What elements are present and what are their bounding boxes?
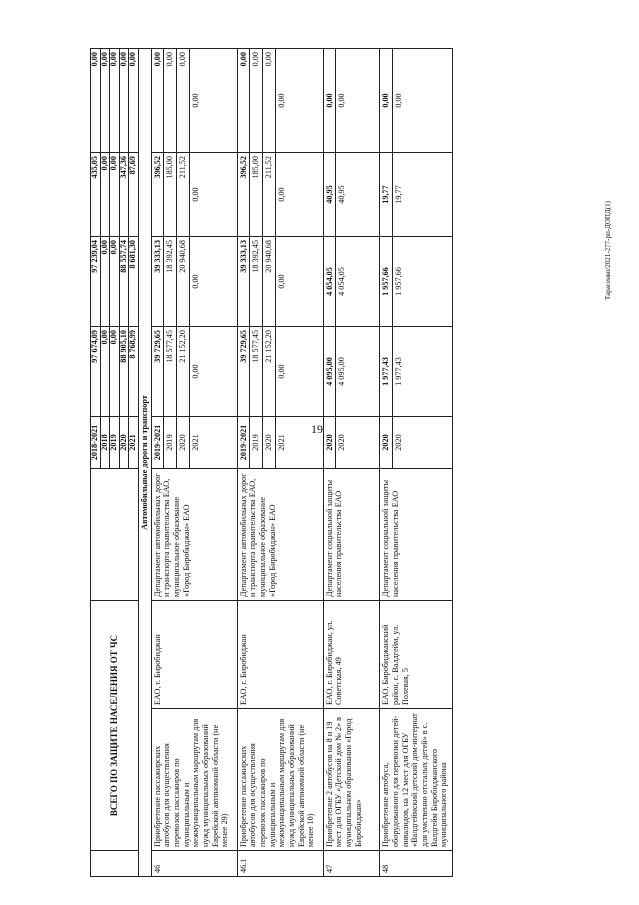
total-value: 97 239,04 <box>91 237 101 327</box>
item-year: 2019 <box>250 417 263 469</box>
item-year: 2021 <box>275 417 323 469</box>
total-value: 88 905,10 <box>119 327 129 417</box>
total-row <box>91 49 101 877</box>
total-value: 0,00 <box>129 49 139 153</box>
item-value: 39 333,13 <box>237 237 250 327</box>
total-value: 97 674,09 <box>91 327 101 417</box>
item-year: 2020 <box>323 417 336 469</box>
item-value: 0,00 <box>189 49 237 153</box>
item-value: 0,00 <box>189 153 237 237</box>
item-value: 0,00 <box>323 49 336 153</box>
item-year: 2021 <box>189 417 237 469</box>
item-value: 185,00 <box>250 153 263 237</box>
table-row <box>237 49 250 877</box>
item-year: 2020 <box>336 417 380 469</box>
item-value: 19,77 <box>380 153 393 237</box>
total-value: 0,00 <box>110 237 120 327</box>
total-value: 8 768,99 <box>129 327 139 417</box>
item-value: 20 940,68 <box>263 237 276 327</box>
item-value: 1 957,66 <box>393 237 453 327</box>
item-value: 0,00 <box>275 237 323 327</box>
item-year: 2019 <box>164 417 177 469</box>
item-value: 1 977,43 <box>380 327 393 417</box>
rotated-table-page <box>90 49 605 877</box>
total-value: 347,36 <box>119 153 129 237</box>
item-name: Приобретение автобуса, оборудованного для перевозки детей-инвалидов, на 12 мест для ОГБУ «Валдгеймский детский дом-интернат для умственно отсталых детей» в с. Валдгейм Биробиджанского муниципального района <box>380 709 453 851</box>
item-value: 0,00 <box>275 49 323 153</box>
item-value: 18 577,45 <box>250 327 263 417</box>
item-value: 0,00 <box>336 49 380 153</box>
item-number: 48 <box>380 851 453 877</box>
total-value: 0,00 <box>100 327 110 417</box>
total-value: 435,05 <box>91 153 101 237</box>
item-value: 0,00 <box>393 49 453 153</box>
item-number: 46.1 <box>237 851 323 877</box>
item-place: ЕАО, Биробиджанский район, с. Валдгейм, ул. Полевая, 5 <box>380 601 453 709</box>
item-value: 0,00 <box>189 327 237 417</box>
item-value: 0,00 <box>275 153 323 237</box>
total-value: 8 681,30 <box>129 237 139 327</box>
item-value: 0,00 <box>250 49 263 153</box>
item-place: ЕАО, г. Биробиджан <box>237 601 323 709</box>
item-executor: Департамент социальной защиты населения правительства ЕАО <box>380 469 453 601</box>
total-value: 0,00 <box>119 49 129 153</box>
item-executor: Департамент автомобильных дорог и транспорта правительства ЕАО, муниципальное образование «Город Биробиджан» ЕАО <box>237 469 323 601</box>
item-value: 185,00 <box>164 153 177 237</box>
item-value: 4 054,05 <box>336 237 380 327</box>
item-place: ЕАО, г. Биробиджан <box>151 601 237 709</box>
item-value: 18 392,45 <box>250 237 263 327</box>
total-value: 0,00 <box>100 153 110 237</box>
item-value: 20 940,68 <box>177 237 190 327</box>
item-number: 46 <box>151 851 237 877</box>
item-year: 2020 <box>393 417 453 469</box>
total-value: 0,00 <box>100 237 110 327</box>
item-value: 21 152,20 <box>177 327 190 417</box>
footer-code: Тарасенко/2021-277-рп-ДОПД(1) <box>604 201 612 300</box>
item-value: 1 977,43 <box>393 327 453 417</box>
section-row <box>139 49 152 877</box>
table-row <box>151 49 164 877</box>
item-name: Приобретение пассажирских автобусов для осуществления перевозок пассажиров по муниципальным и межмуниципальным маршрутам для нужд муниципальных образований Еврейской автономной области (не менее 10) <box>237 709 323 851</box>
total-value: 0,00 <box>110 327 120 417</box>
item-value: 211,52 <box>177 153 190 237</box>
section-title: Автомобильные дороги и транспорт <box>139 49 152 877</box>
total-num-cell <box>91 851 139 877</box>
budget-table <box>90 48 453 877</box>
item-year: 2019-2021 <box>237 417 250 469</box>
total-label: ВСЕГО ПО ЗАЩИТЕ НАСЕЛЕНИЯ ОТ ЧС <box>91 601 139 851</box>
total-year: 2020 <box>119 417 129 469</box>
total-year: 2021 <box>129 417 139 469</box>
item-value: 39 729,65 <box>237 327 250 417</box>
item-value: 0,00 <box>275 327 323 417</box>
item-value: 40,95 <box>323 153 336 237</box>
item-value: 0,00 <box>237 49 250 153</box>
item-value: 0,00 <box>189 237 237 327</box>
item-value: 211,52 <box>263 153 276 237</box>
item-value: 18 577,45 <box>164 327 177 417</box>
item-value: 4 095,00 <box>323 327 336 417</box>
item-value: 4 054,05 <box>323 237 336 327</box>
item-value: 396,52 <box>151 153 164 237</box>
total-value: 0,00 <box>100 49 110 153</box>
total-year: 2018 <box>100 417 110 469</box>
page-number: 19 <box>311 422 323 436</box>
total-value: 0,00 <box>110 153 120 237</box>
item-value: 0,00 <box>177 49 190 153</box>
item-value: 18 392,45 <box>164 237 177 327</box>
item-value: 21 152,20 <box>263 327 276 417</box>
item-name: Приобретение 2 автобусов на 8 и 19 мест для ОГБУ «Детский дом № 2» в муниципальном образовании «Город Биробиджан» <box>323 709 380 851</box>
item-value: 0,00 <box>164 49 177 153</box>
table-row <box>380 49 393 877</box>
item-number: 47 <box>323 851 380 877</box>
item-executor: Департамент автомобильных дорог и транспорта правительства ЕАО, муниципальное образование «Город Биробиджан» ЕАО <box>151 469 237 601</box>
item-value: 4 095,00 <box>336 327 380 417</box>
item-value: 0,00 <box>380 49 393 153</box>
item-name: Приобретение пассажирских автобусов для осуществления перевозок пассажиров по муниципальным и межмуниципальным маршрутам для нужд муниципальных образований Еврейской автономной области (не менее 29) <box>151 709 237 851</box>
total-value: 0,00 <box>110 49 120 153</box>
item-value: 1 957,66 <box>380 237 393 327</box>
total-year: 2018-2021 <box>91 417 101 469</box>
item-value: 39 333,13 <box>151 237 164 327</box>
item-year: 2019-2021 <box>151 417 164 469</box>
item-year: 2020 <box>177 417 190 469</box>
total-value: 87,69 <box>129 153 139 237</box>
item-value: 19,77 <box>393 153 453 237</box>
item-place: ЕАО, г. Биробиджан, ул. Советская, 49 <box>323 601 380 709</box>
item-value: 0,00 <box>263 49 276 153</box>
item-year: 2020 <box>263 417 276 469</box>
item-value: 0,00 <box>151 49 164 153</box>
total-value: 0,00 <box>91 49 101 153</box>
item-value: 40,95 <box>336 153 380 237</box>
table-row <box>323 49 336 877</box>
item-executor: Департамент социальной защиты населения правительства ЕАО <box>323 469 380 601</box>
item-value: 396,52 <box>237 153 250 237</box>
item-year: 2020 <box>380 417 393 469</box>
total-value: 88 557,74 <box>119 237 129 327</box>
item-value: 39 729,65 <box>151 327 164 417</box>
total-year: 2019 <box>110 417 120 469</box>
total-exec-cell <box>91 469 139 601</box>
